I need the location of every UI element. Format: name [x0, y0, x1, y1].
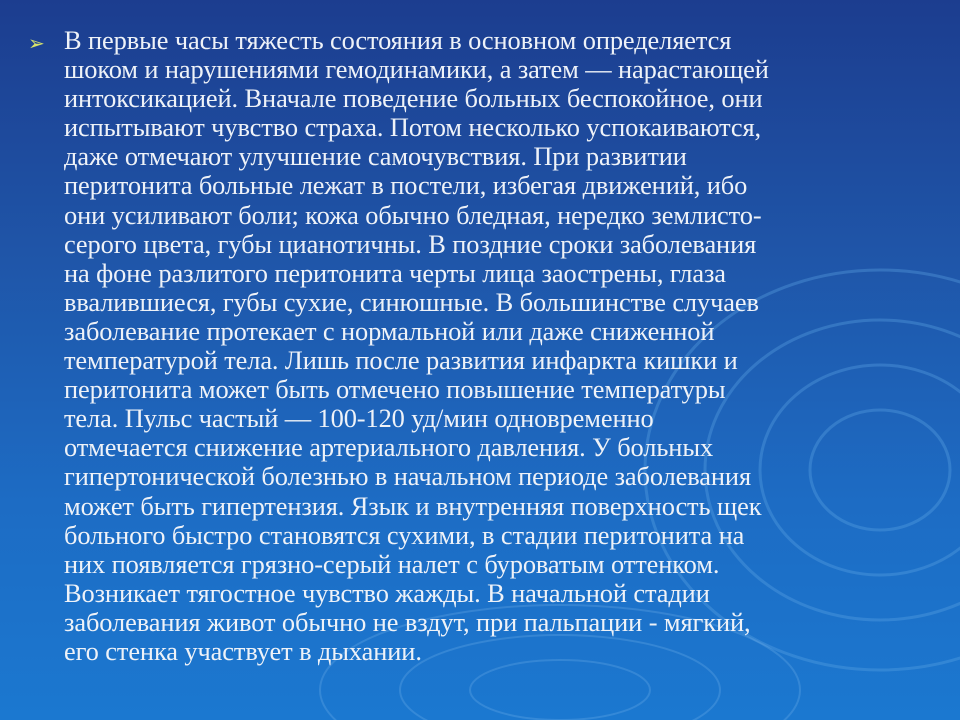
text-line: его стенка участвует в дыхании.: [64, 635, 422, 666]
body-paragraph: [64, 26, 938, 666]
text-line: может быть гипертензия. Язык и внутренняя поверхность щек: [64, 490, 762, 521]
text-line: заболевания живот обычно не вздут, при пальпации - мягкий,: [64, 606, 751, 637]
arrow-bullet-icon: ➢: [28, 31, 45, 55]
text-line: серого цвета, губы цианотичны. В поздние сроки заболевания: [64, 228, 757, 259]
text-line: испытывают чувство страха. Потом несколько успокаиваются,: [64, 112, 761, 143]
text-line: В первые часы тяжесть состояния в основном определяется: [64, 25, 732, 55]
bullet-item: [28, 26, 938, 666]
text-line: шоком и нарушениями гемодинамики, а затем — нарастающей: [64, 54, 769, 85]
text-line: перитонита может быть отмечено повышение температуры: [64, 374, 726, 405]
text-line: интоксикацией. Вначале поведение больных беспокойное, они: [64, 83, 763, 114]
text-line: отмечается снижение артериального давления. У больных: [64, 432, 714, 463]
text-line: температурой тела. Лишь после развития инфаркта кишки и: [64, 345, 738, 376]
text-line: перитонита больные лежат в постели, избегая движений, ибо: [64, 170, 748, 201]
text-line: на фоне разлитого перитонита черты лица заострены, глаза: [64, 257, 726, 288]
text-line: больного быстро становятся сухими, в стадии перитонита на: [64, 519, 745, 550]
text-line: они усиливают боли; кожа обычно бледная, нередко землисто-: [64, 199, 762, 230]
text-line: даже отмечают улучшение самочувствия. При развитии: [64, 141, 687, 172]
text-line: них появляется грязно-серый налет с буроватым оттенком.: [64, 548, 720, 579]
text-line: гипертонической болезнью в начальном периоде заболевания: [64, 461, 751, 492]
text-line: тела. Пульс частый — 100-120 уд/мин одновременно: [64, 403, 654, 434]
text-line: Возникает тягостное чувство жажды. В начальной стадии: [64, 577, 710, 608]
text-line: заболевание протекает с нормальной или даже сниженной: [64, 315, 715, 346]
text-line: ввалившиеся, губы сухие, синюшные. В большинстве случаев: [64, 286, 759, 317]
